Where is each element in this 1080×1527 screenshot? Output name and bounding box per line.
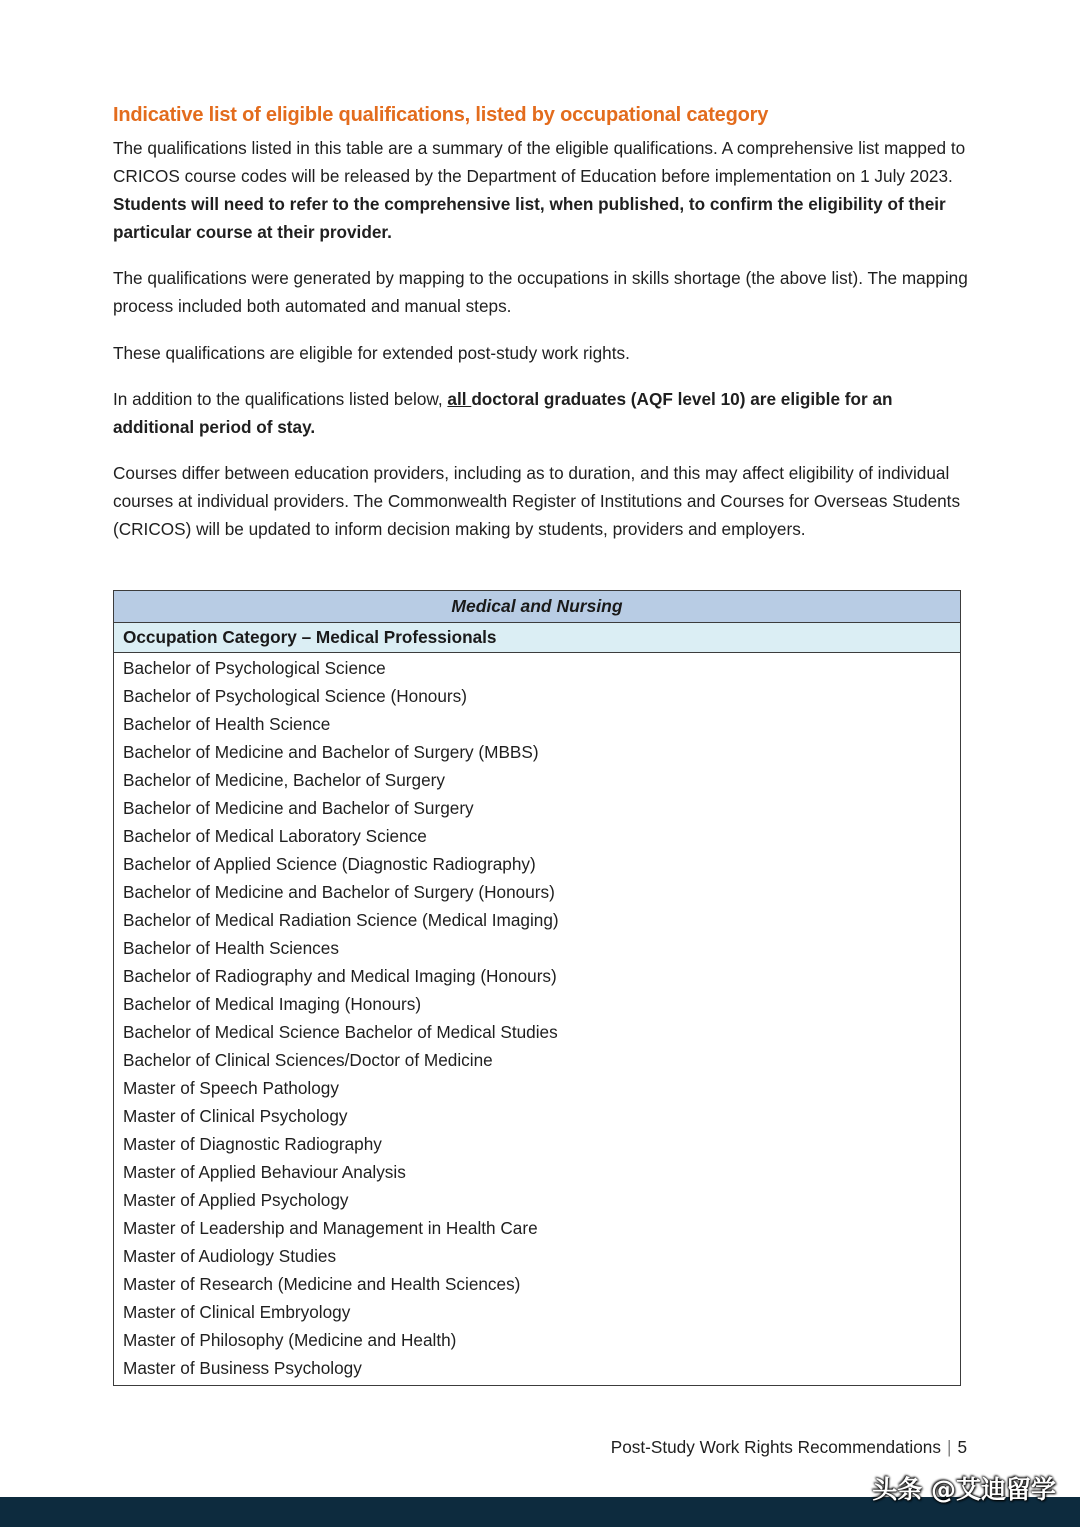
table-row: Bachelor of Medicine and Bachelor of Surgery (Honours) [123, 882, 555, 902]
paragraph-doctoral-underline: all [447, 389, 472, 409]
table-category-header: Occupation Category – Medical Professionals [114, 623, 960, 653]
paragraph-doctoral-bold: doctoral graduates (AQF level 10) are eligible for an additional period of stay. [113, 389, 893, 437]
table-row: Master of Audiology Studies [123, 1246, 337, 1266]
page-footer [611, 1437, 967, 1458]
qualifications-table [113, 590, 961, 1386]
paragraph-eligibility: These qualifications are eligible for extended post-study work rights. [113, 343, 630, 363]
table-title: Medical and Nursing [114, 591, 960, 623]
table-row: Master of Clinical Psychology [123, 1106, 348, 1126]
table-row: Master of Applied Behaviour Analysis [123, 1162, 406, 1182]
table-row: Bachelor of Medical Radiation Science (Medical Imaging) [123, 910, 559, 930]
table-row: Master of Diagnostic Radiography [123, 1134, 382, 1154]
table-row: Bachelor of Health Science [123, 714, 331, 734]
paragraph-summary-bold: Students will need to refer to the comprehensive list, when published, to confirm the eligibility of their particular course at their provider. [113, 194, 946, 242]
table-row: Bachelor of Medicine and Bachelor of Surgery [123, 798, 474, 818]
qualification-list [114, 653, 960, 1385]
paragraph-mapping: The qualifications were generated by mapping to the occupations in skills shortage (the above list). The mapping process included both automated and manual steps. [113, 268, 968, 316]
table-row: Bachelor of Medical Science Bachelor of Medical Studies [123, 1022, 558, 1042]
paragraph-doctoral-text: In addition to the qualifications listed below, [113, 389, 448, 409]
table-row: Master of Leadership and Management in Health Care [123, 1218, 538, 1238]
paragraph-courses-differ: Courses differ between education providers, including as to duration, and this may affect eligibility of individual courses at individual providers. The Commonwealth Register of Institutions and Courses for Overseas Students (CRICOS) will be updated to inform decision making by students, providers and employers. [113, 463, 961, 539]
paragraph-doctoral [113, 385, 973, 441]
table-row: Master of Business Psychology [123, 1358, 362, 1378]
footer-separator: | [946, 1437, 952, 1457]
page-number: 5 [957, 1437, 967, 1457]
table-row: Master of Research (Medicine and Health Sciences) [123, 1274, 521, 1294]
watermark: 头条 @艾迪留学 [872, 1475, 1056, 1504]
table-row: Bachelor of Psychological Science [123, 658, 386, 678]
table-row: Master of Philosophy (Medicine and Health) [123, 1330, 457, 1350]
table-row: Master of Applied Psychology [123, 1190, 349, 1210]
table-row: Bachelor of Health Sciences [123, 938, 339, 958]
table-row: Bachelor of Medicine and Bachelor of Surgery (MBBS) [123, 742, 539, 762]
table-row: Bachelor of Medicine, Bachelor of Surgery [123, 770, 445, 790]
table-row: Bachelor of Radiography and Medical Imaging (Honours) [123, 966, 557, 986]
table-row: Master of Speech Pathology [123, 1078, 339, 1098]
table-row: Bachelor of Psychological Science (Honours) [123, 686, 467, 706]
table-row: Master of Clinical Embryology [123, 1302, 351, 1322]
table-row: Bachelor of Medical Imaging (Honours) [123, 994, 422, 1014]
section-heading: Indicative list of eligible qualifications, listed by occupational category [113, 104, 769, 126]
paragraph-summary [113, 134, 973, 246]
footer-title: Post-Study Work Rights Recommendations [610, 1437, 941, 1457]
table-row: Bachelor of Clinical Sciences/Doctor of Medicine [123, 1050, 493, 1070]
table-row: Bachelor of Applied Science (Diagnostic Radiography) [123, 854, 536, 874]
paragraph-summary-text: The qualifications listed in this table are a summary of the eligible qualifications. A comprehensive list mapped to CRICOS course codes will be released by the Department of Education before implementation on 1 July 2023. [113, 138, 966, 186]
table-row: Bachelor of Medical Laboratory Science [123, 826, 427, 846]
